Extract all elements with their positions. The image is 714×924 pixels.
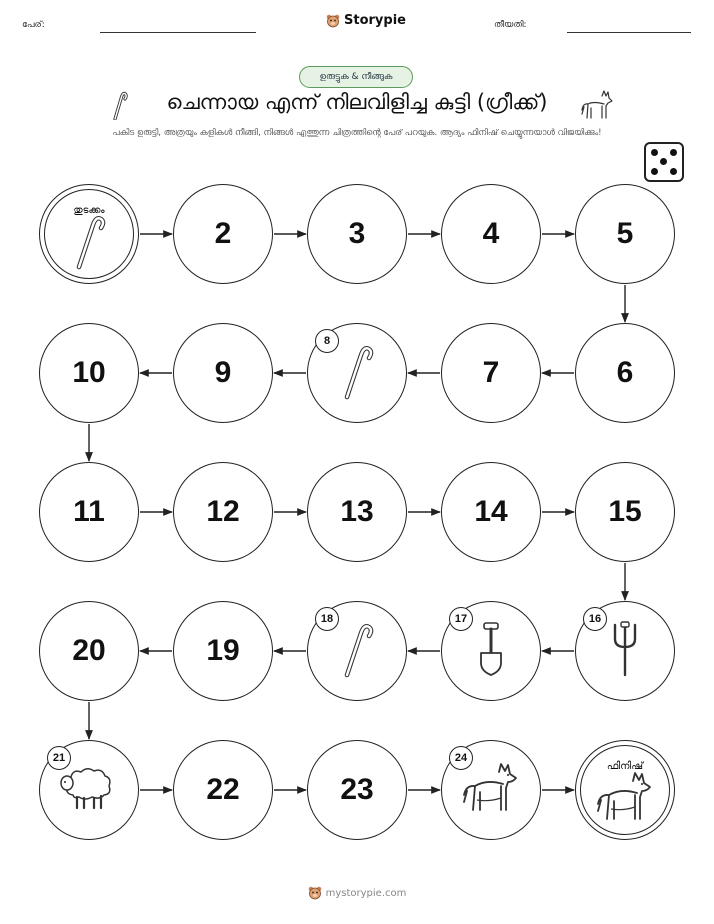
footer (0, 886, 714, 900)
shovel-icon (473, 621, 509, 681)
space-number: 5 (616, 217, 634, 250)
space-number: 19 (206, 634, 240, 667)
space-number-badge: 21 (47, 746, 71, 770)
cane-icon (69, 211, 109, 275)
cane-icon (337, 619, 377, 683)
space-number: 10 (72, 356, 106, 389)
space-number: 4 (482, 217, 500, 250)
footer-url: mystorypie.com (325, 887, 407, 899)
board-space-14 (441, 462, 541, 562)
date-label: തീയതി: (494, 20, 527, 30)
space-number-badge: 16 (583, 607, 607, 631)
space-number: 3 (348, 217, 366, 250)
brand-name: Storypie (344, 13, 406, 28)
board-space-5 (575, 184, 675, 284)
cane-icon (337, 341, 377, 405)
game-type-badge: ഉരുട്ടുക & നീങ്ങുക (299, 66, 413, 88)
space-number: 15 (608, 495, 642, 528)
board-space-2 (173, 184, 273, 284)
board-space-3 (307, 184, 407, 284)
finish-space (575, 740, 675, 840)
space-number: 9 (214, 356, 232, 389)
board-space-22 (173, 740, 273, 840)
board-space-11 (39, 462, 139, 562)
wolf-icon (461, 762, 521, 818)
space-number: 22 (206, 773, 240, 806)
board-space-19 (173, 601, 273, 701)
space-number: 14 (474, 495, 508, 528)
start-label: തുടക്കം (73, 205, 105, 216)
bear-icon (308, 886, 322, 900)
space-number: 7 (482, 356, 500, 389)
space-number: 12 (206, 495, 240, 528)
board-space-12 (173, 462, 273, 562)
sheep-icon (57, 765, 121, 815)
space-number: 2 (214, 217, 232, 250)
board-space-9 (173, 323, 273, 423)
space-number-badge: 17 (449, 607, 473, 631)
space-number: 13 (340, 495, 374, 528)
board-space-15 (575, 462, 675, 562)
board-space-13 (307, 462, 407, 562)
space-number: 20 (72, 634, 106, 667)
board-space-7 (441, 323, 541, 423)
wolf-icon (595, 771, 655, 827)
space-number: 6 (616, 356, 634, 389)
board-space-10 (39, 323, 139, 423)
space-number: 23 (340, 773, 374, 806)
board-space-4 (441, 184, 541, 284)
board-space-20 (39, 601, 139, 701)
finish-label: ഫിനിഷ് (606, 761, 644, 772)
pitchfork-icon (607, 621, 643, 681)
space-number-badge: 8 (315, 329, 339, 353)
instructions-text: പകിട ഉരുട്ടി, അത്രയും കളികൾ നീങ്ങി, നിങ്ങൾ എത്തുന്ന ചിത്രത്തിന്റെ പേര് പറയുക. ആദ്യം ഫിനിഷ് ചെയ്യുന്നയാൾ വിജയിക്കും! (112, 128, 602, 138)
board-space-23 (307, 740, 407, 840)
space-number-badge: 18 (315, 607, 339, 631)
start-space (39, 184, 139, 284)
space-number-badge: 24 (449, 746, 473, 770)
name-label: പേര്: (22, 20, 45, 30)
space-number: 11 (73, 495, 105, 528)
board-space-6 (575, 323, 675, 423)
page-title: ചെന്നായ എന്ന് നിലവിളിച്ച കുട്ടി (ഗ്രീക്ക്) (166, 90, 548, 114)
